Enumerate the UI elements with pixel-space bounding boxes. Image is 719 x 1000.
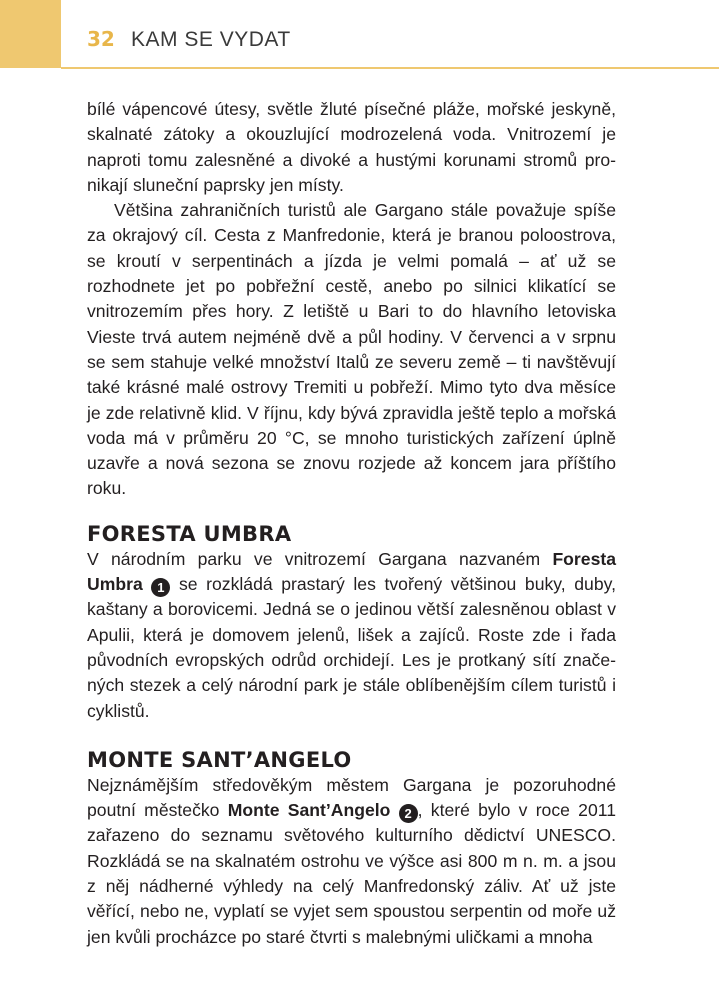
monte-text-end: , které bylo v roce 2011 zařazeno do seznamu světového kulturního dědictví UNESCO. Rozkládá se na skalnatém ostrohu ve výšce asi 800 m n. m. a jsou z něj nádherné výhledy na celý Manfredonský záliv. Ať už jste věřící, nebo ne, vyplatí se vyjet sem spoustou serpentin od moře už jen kvůli procházce po staré čtvrti s malebnými uličkami a mnoha bbox=[87, 800, 617, 947]
map-marker-2: 2 bbox=[399, 804, 418, 823]
heading-foresta-umbra: FORESTA UMBRA bbox=[87, 521, 292, 546]
foresta-paragraph bbox=[87, 547, 616, 724]
foresta-text-end: se rozkládá prastarý les tvořený většinou buky, duby, kaštany a borovicemi. Jedná se o jedinou větší zalesněnou oblast v Apulii, která je domovem jelenů, lišek a zajíců. Roste zde i řada původních evropských odrůd orchidejí. Les je protkaný sítí značených stezek a celý národní park je stále oblíbenějším cílem turistů i cyklistů. bbox=[87, 574, 617, 721]
running-section-title: KAM SE VYDAT bbox=[131, 28, 291, 51]
monte-text-start: Nejznámějším středověkým městem Gargana je pozoruhodné poutní městečko bbox=[87, 774, 616, 821]
monte-paragraph bbox=[87, 773, 616, 950]
intro-paragraph: bílé vápencové útesy, světle žluté písečné pláže, mořské jeskyně, skalnaté zátoky a okouzlující modrozelená voda. Vnitrozemí je naproti tomu zalesněné a divoké a hustými korunami stromů pronikají sluneční paprsky jen místy. bbox=[87, 99, 616, 195]
page-header bbox=[0, 0, 719, 68]
heading-monte-sant-angelo: MONTE SANT’ANGELO bbox=[87, 747, 352, 772]
foresta-place-name: Foresta Umbra bbox=[87, 548, 616, 595]
header-rule bbox=[61, 67, 719, 69]
map-marker-1: 1 bbox=[151, 578, 170, 597]
intro-paragraph: Většina zahraničních turistů ale Gargano stále považuje spíše za okrajový cíl. Cesta z Manfredonie, která je branou poloostrova, se kroutí v serpentinách a jízda je velmi pomalá – ať už se rozhodnete jet po pobřežní cestě, anebo po silnici klikatící se vnitrozemím přes hory. Z letiště u Bari to do hlavního letoviska Vieste trvá autem nejméně dvě a půl hodiny. V červenci a v srpnu se sem stahuje velké množství Italů ze severu země – ti navštěvují také krásné malé ostrovy Tremiti u pobřeží. Mimo tyto dva měsíce je zde relativně klid. V říjnu, kdy bývá zpravidla ještě teplo a mořská voda má v průměru 20 °C, se mnoho turistických zařízení úplně uzavře a nová sezona se znovu rozjede až koncem jara příštího roku. bbox=[87, 200, 616, 499]
foresta-text-start: V národním parku ve vnitrozemí Gargana nazvaném bbox=[87, 548, 553, 569]
monte-place-name: Monte Sant’Angelo bbox=[227, 800, 391, 821]
page-body bbox=[87, 97, 616, 950]
page-number: 32 bbox=[87, 27, 115, 51]
header-tab bbox=[0, 0, 61, 68]
